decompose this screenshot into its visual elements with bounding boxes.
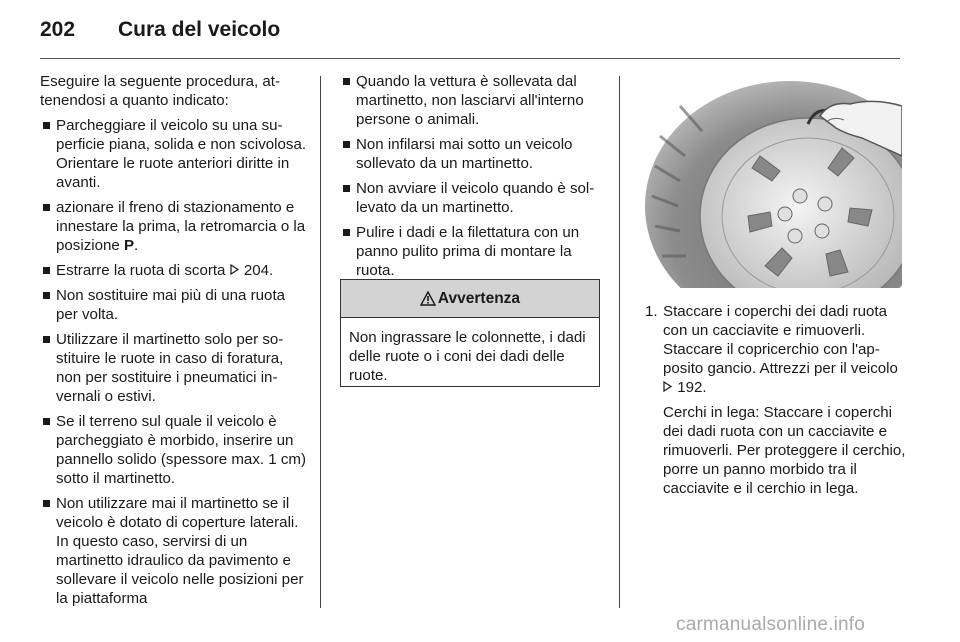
procedure-intro: Eseguire la seguente procedura, attenendosi a quanto indicato: — [40, 73, 280, 109]
list-item: Non avviare il veicolo quando è sollevato da un martinetto. — [340, 179, 605, 217]
bullet-square-icon — [43, 204, 50, 211]
list-item: Non infilarsi mai sotto un veicolo sollevato da un martinetto. — [340, 135, 605, 173]
list-item: azionare il freno di stazionamento e innestare la prima, la retromarcia o la posizione P. — [40, 198, 308, 255]
bullet-square-icon — [343, 185, 350, 192]
page-reference[interactable]: 204. — [243, 262, 274, 279]
bullet-square-icon — [343, 141, 350, 148]
warning-triangle-icon — [420, 291, 436, 306]
bullet-square-icon — [343, 78, 350, 85]
list-item: Estrarre la ruota di scorta 204. — [40, 261, 308, 280]
bullet-square-icon — [343, 229, 350, 236]
list-item: Non utilizzare mai il martinetto se il veicolo è dotato di coperture laterali. In questo caso, servirsi di un martinetto idraulico da pavimento e sollevare il veicolo nelle posizioni per la piattaforma — [40, 494, 308, 608]
step-number: 1. — [645, 303, 658, 320]
bullet-square-icon — [43, 267, 50, 274]
reference-arrow-icon[interactable] — [663, 381, 673, 392]
procedure-list — [40, 116, 308, 608]
bullet-square-icon — [43, 292, 50, 299]
list-item: Se il terreno sul quale il veicolo è parcheggiato è morbido, inserire un pannello solido (spessore max. 1 cm) sotto il martinetto. — [40, 412, 308, 488]
warning-text: Non ingrassare le colonnette, i dadi delle ruote o i coni dei dadi delle ruote. — [349, 329, 586, 384]
step-text: Staccare i coperchi dei dadi ruota con un cacciavite e rimuoverli. Staccare il copricerchio con l'apposito gancio. Attrezzi per il veicolo 192. — [663, 303, 898, 396]
hubcap-removal-icon — [640, 76, 902, 288]
watermark: carmanualsonline.info — [676, 614, 866, 635]
text-column-2 — [340, 72, 605, 286]
bullet-square-icon — [43, 500, 50, 507]
step-subtext: Cerchi in lega: Staccare i coperchi dei dadi ruota con un cacciavite e rimuoverli. Per proteggere il cerchio, porre un panno morbido tra il cacciavite e il cerchio in lega. — [663, 404, 906, 497]
chapter-title: Cura del veicolo — [118, 18, 281, 41]
text-column-1 — [40, 72, 308, 614]
bullet-square-icon — [43, 418, 50, 425]
warning-header — [341, 280, 599, 318]
reference-arrow-icon[interactable] — [230, 264, 240, 275]
warning-title: Avvertenza — [437, 289, 521, 307]
list-item: Quando la vettura è sollevata dal martinetto, non lasciarvi all'interno persone o animali. — [340, 72, 605, 129]
list-item: Utilizzare il martinetto solo per sostituire le ruote in caso di foratura, non per sostituire i pneumatici invernali o estivi. — [40, 330, 308, 406]
column-divider-1 — [320, 76, 321, 608]
bullet-square-icon — [43, 122, 50, 129]
list-item — [645, 302, 907, 498]
safety-list — [340, 72, 605, 280]
text-column-3 — [645, 302, 907, 498]
gear-position-p: P — [123, 237, 135, 254]
list-item: Non sostituire mai più di una ruota per volta. — [40, 286, 308, 324]
list-item: Pulire i dadi e la filettatura con un panno pulito prima di montare la ruota. — [340, 223, 605, 280]
list-item: Parcheggiare il veicolo su una superficie piana, solida e non scivolosa. Orientare le ruote anteriori diritte in avanti. — [40, 116, 308, 192]
wheel-hubcap-illustration — [640, 76, 902, 288]
column-divider-2 — [619, 76, 620, 608]
page-header — [40, 18, 900, 58]
warning-box — [340, 279, 600, 387]
header-divider — [40, 58, 900, 59]
page-reference[interactable]: 192. — [677, 379, 707, 396]
bullet-square-icon — [43, 336, 50, 343]
steps-list — [645, 302, 907, 498]
page-number: 202 — [40, 18, 76, 41]
